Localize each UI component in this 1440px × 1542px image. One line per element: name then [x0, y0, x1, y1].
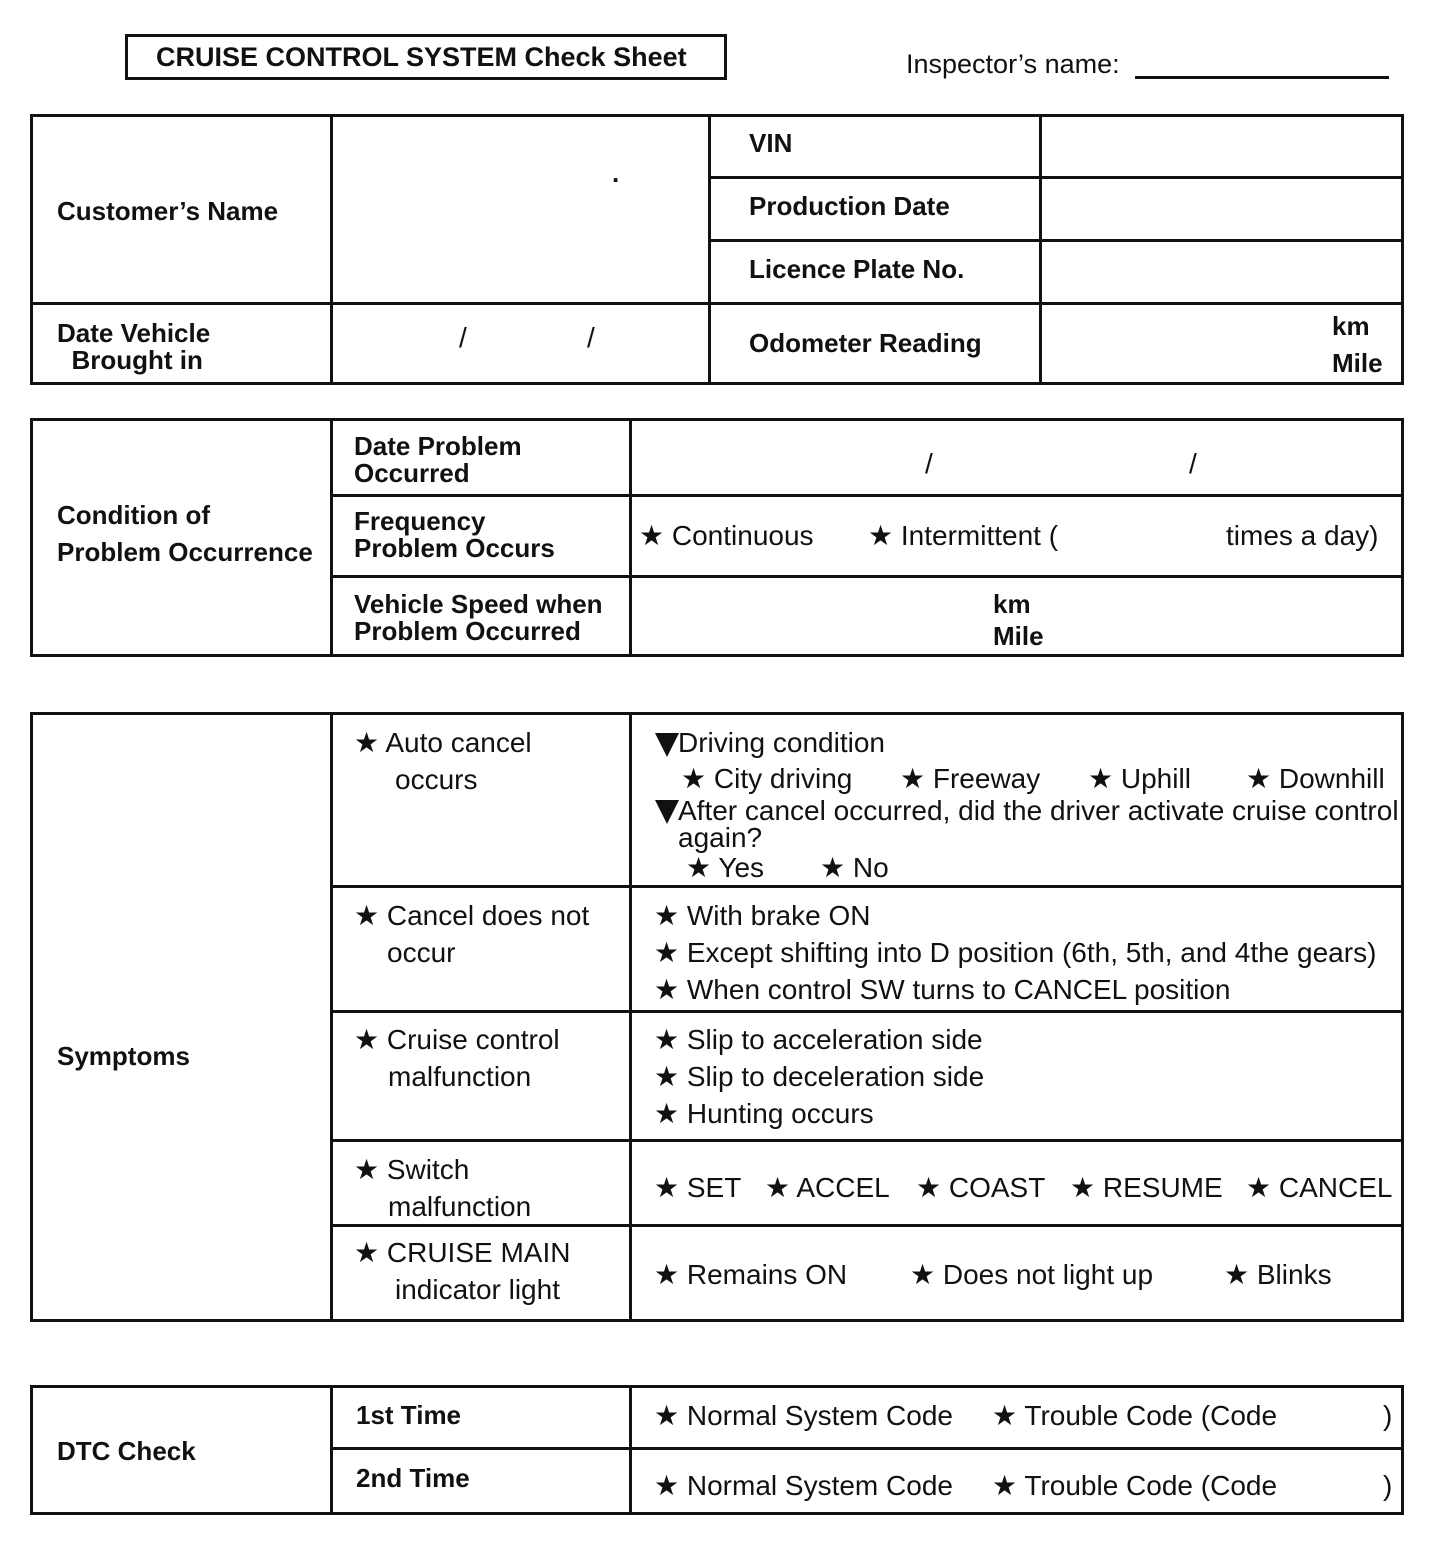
option-yes[interactable]: ★ Yes — [686, 852, 765, 883]
close-paren: ) — [1383, 1400, 1393, 1431]
option-intermittent[interactable]: ★ Intermittent ( — [868, 520, 1059, 551]
date-problem-field[interactable] — [632, 421, 1401, 494]
symptom-cancel-not-occur[interactable]: ★ Cancel does not — [354, 900, 590, 931]
unit-km: km — [1332, 311, 1370, 341]
option-slip-acceleration[interactable]: ★ Slip to acceleration side — [654, 1024, 983, 1055]
date-brought-in-label: Date Vehicle Brought in — [57, 318, 211, 375]
date-brought-in-field[interactable] — [333, 305, 708, 382]
condition-label: Condition of Problem Occurrence — [57, 500, 313, 567]
option-resume[interactable]: ★ RESUME — [1070, 1172, 1223, 1203]
option-control-sw-cancel[interactable]: ★ When control SW turns to CANCEL position — [654, 974, 1231, 1005]
production-date-label: Production Date — [749, 191, 950, 221]
close-paren: ) — [1383, 1470, 1393, 1501]
option-freeway[interactable]: ★ Freeway — [900, 763, 1041, 794]
odometer-field[interactable] — [1042, 305, 1322, 382]
customer-name-label: Customer’s Name — [57, 196, 279, 226]
inspector-name-label: Inspector’s name: — [906, 49, 1120, 79]
date-slash: / — [587, 322, 595, 353]
stray-dot: . — [612, 158, 620, 188]
trouble-code-field[interactable] — [1285, 1462, 1380, 1506]
unit-mile: Mile — [993, 621, 1044, 651]
symptom-cruise-malfunction-line2: malfunction — [388, 1061, 532, 1092]
symptom-cruise-malfunction[interactable]: ★ Cruise control — [354, 1024, 560, 1055]
customer-name-field[interactable] — [333, 117, 708, 302]
symptom-auto-cancel[interactable]: ★ Auto cancel — [354, 727, 532, 758]
option-cancel[interactable]: ★ CANCEL — [1246, 1172, 1393, 1203]
after-cancel-question: After cancel occurred, did the driver activate cruise control again? — [678, 795, 1399, 853]
option-uphill[interactable]: ★ Uphill — [1088, 763, 1191, 794]
option-with-brake-on[interactable]: ★ With brake ON — [654, 900, 871, 931]
option-accel[interactable]: ★ ACCEL — [765, 1172, 890, 1203]
date-problem-label: Date Problem Occurred — [354, 431, 522, 488]
times-a-day-label: times a day) — [1226, 520, 1379, 551]
option-trouble-code[interactable]: ★ Trouble Code (Code — [992, 1400, 1278, 1431]
vin-label: VIN — [749, 128, 793, 158]
option-set[interactable]: ★ SET — [654, 1172, 742, 1203]
option-trouble-code[interactable]: ★ Trouble Code (Code — [992, 1470, 1278, 1501]
unit-mile: Mile — [1332, 348, 1383, 378]
licence-plate-field[interactable] — [1042, 242, 1401, 302]
page-title: CRUISE CONTROL SYSTEM Check Sheet — [156, 42, 687, 72]
dtc-check-label: DTC Check — [57, 1436, 196, 1466]
symptom-switch-malfunction[interactable]: ★ Switch — [354, 1154, 470, 1185]
driving-condition-label: Driving condition — [678, 727, 885, 758]
symptoms-label: Symptoms — [57, 1041, 190, 1071]
option-blinks[interactable]: ★ Blinks — [1224, 1259, 1332, 1290]
symptom-main-indicator-line2: indicator light — [395, 1274, 560, 1305]
symptom-auto-cancel-line2: occurs — [395, 764, 478, 795]
date-slash: / — [925, 448, 933, 479]
option-remains-on[interactable]: ★ Remains ON — [654, 1259, 848, 1290]
option-does-not-light[interactable]: ★ Does not light up — [910, 1259, 1154, 1290]
vehicle-speed-label: Vehicle Speed when Problem Occurred — [354, 589, 603, 646]
vin-field[interactable] — [1042, 117, 1401, 176]
inspector-name-field[interactable] — [1135, 76, 1389, 79]
option-except-shifting[interactable]: ★ Except shifting into D position (6th, 5th, and 4the gears) — [654, 937, 1377, 968]
option-slip-deceleration[interactable]: ★ Slip to deceleration side — [654, 1061, 985, 1092]
dtc-second-time-label: 2nd Time — [356, 1463, 470, 1493]
symptom-cancel-not-occur-line2: occur — [387, 937, 456, 968]
option-downhill[interactable]: ★ Downhill — [1246, 763, 1385, 794]
date-slash: / — [1189, 448, 1197, 479]
option-continuous[interactable]: ★ Continuous — [639, 520, 814, 551]
option-coast[interactable]: ★ COAST — [916, 1172, 1046, 1203]
option-normal-system-code[interactable]: ★ Normal System Code — [654, 1470, 953, 1501]
symptom-switch-malfunction-line2: malfunction — [388, 1191, 532, 1222]
option-city-driving[interactable]: ★ City driving — [681, 763, 853, 794]
option-normal-system-code[interactable]: ★ Normal System Code — [654, 1400, 953, 1431]
dtc-first-time-label: 1st Time — [356, 1400, 462, 1430]
licence-plate-label: Licence Plate No. — [749, 254, 965, 284]
triangle-icon — [655, 733, 679, 757]
option-hunting[interactable]: ★ Hunting occurs — [654, 1098, 874, 1129]
odometer-label: Odometer Reading — [749, 328, 982, 358]
unit-km: km — [993, 589, 1031, 619]
triangle-icon — [655, 800, 679, 824]
times-per-day-field[interactable] — [1064, 514, 1220, 560]
symptom-main-indicator[interactable]: ★ CRUISE MAIN — [354, 1237, 571, 1268]
trouble-code-field[interactable] — [1285, 1395, 1380, 1439]
vehicle-speed-field[interactable] — [632, 578, 987, 654]
production-date-field[interactable] — [1042, 179, 1401, 239]
date-slash: / — [459, 322, 467, 353]
frequency-label: Frequency Problem Occurs — [354, 506, 555, 563]
option-no[interactable]: ★ No — [820, 852, 889, 883]
